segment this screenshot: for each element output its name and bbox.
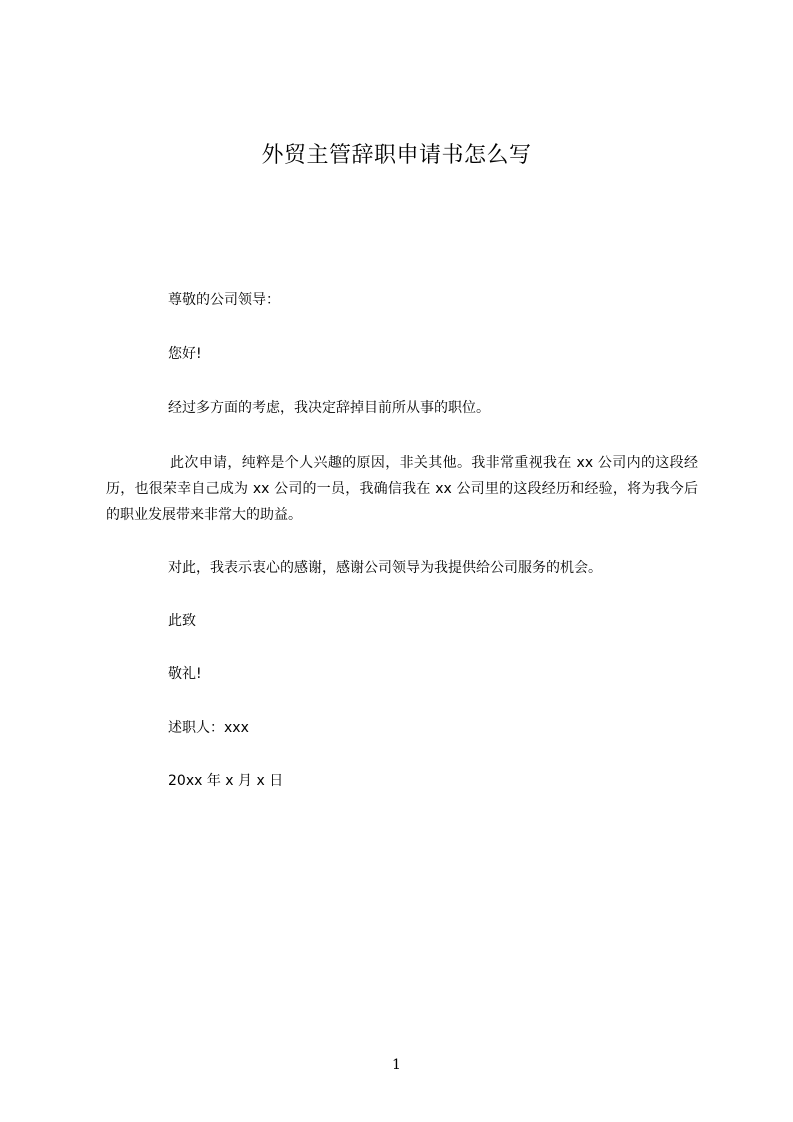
- reason-paragraph: 此次申请，纯粹是个人兴趣的原因，非关其他。我非常重视我在 xx 公司内的这段经历，也很荣幸自己成为 xx 公司的一员，我确信我在 xx 公司里的这段经历和经验，将为我今后的职业发展带来非常大的助益。: [106, 455, 698, 523]
- document-title: 外贸主管辞职申请书怎么写: [261, 143, 532, 168]
- closing-paragraph: 此致: [168, 613, 196, 629]
- signer-line: 述职人：xxx: [168, 720, 249, 736]
- salutation-paragraph: 尊敬的公司领导：: [168, 292, 280, 308]
- thanks-paragraph: 对此，我表示衷心的感谢，感谢公司领导为我提供给公司服务的机会。: [168, 560, 602, 576]
- decision-paragraph: 经过多方面的考虑，我决定辞掉目前所从事的职位。: [168, 400, 490, 416]
- page-number: 1: [392, 1057, 401, 1073]
- greeting-paragraph: 您好!: [168, 346, 202, 362]
- regards-paragraph: 敬礼!: [168, 666, 202, 682]
- date-line: 20xx 年 x 月 x 日: [168, 773, 284, 789]
